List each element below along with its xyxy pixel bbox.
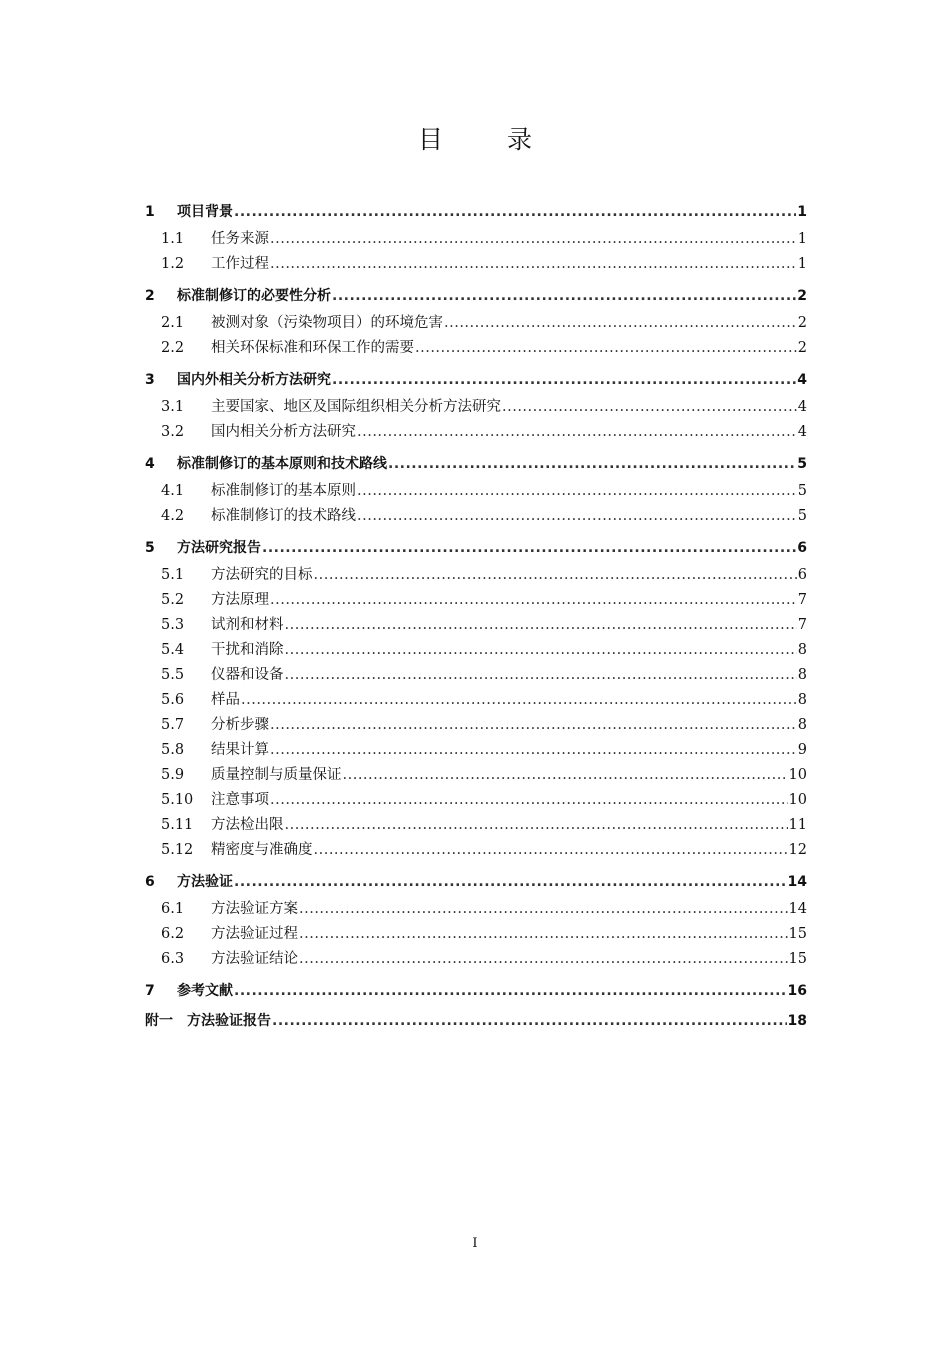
toc-number: 5.10	[161, 792, 194, 808]
toc-entry-5[interactable]	[145, 533, 807, 563]
toc-entry-5-2[interactable]	[145, 588, 807, 613]
toc-page-number: 10	[788, 767, 807, 783]
toc-number: 6.3	[161, 951, 185, 967]
toc-number: 5.12	[161, 842, 194, 858]
toc-number: 2.2	[161, 340, 185, 356]
dot-leader	[234, 976, 787, 1006]
dot-leader	[343, 763, 788, 788]
page-number: I	[472, 1236, 478, 1251]
toc-title: 工作过程	[211, 256, 269, 272]
toc-title: 参考文献	[177, 983, 233, 999]
toc-title: 方法研究报告	[177, 540, 261, 556]
toc-entry-4-2[interactable]	[145, 504, 807, 529]
toc-page-number: 5	[797, 483, 807, 499]
toc-page-number: 2	[797, 315, 807, 331]
toc-page-number: 1	[797, 231, 807, 247]
toc-entry-5-11[interactable]	[145, 813, 807, 838]
toc-number: 5.4	[161, 642, 185, 658]
toc-page-number: 15	[788, 951, 807, 967]
toc-title: 相关环保标准和环保工作的需要	[211, 340, 414, 356]
toc-page-number: 7	[797, 617, 807, 633]
toc-title: 分析步骤	[211, 717, 269, 733]
toc-title: 方法原理	[211, 592, 269, 608]
toc-entry-5-8[interactable]	[145, 738, 807, 763]
toc-page-number: 14	[788, 901, 807, 917]
toc-page-number: 4	[797, 372, 807, 388]
toc-page-number: 5	[797, 456, 807, 472]
dot-leader	[234, 867, 787, 897]
toc-entry-5-4[interactable]	[145, 638, 807, 663]
toc-title: 样品	[211, 692, 240, 708]
dot-leader	[357, 420, 797, 445]
dot-leader	[357, 504, 797, 529]
toc-entry-2[interactable]	[145, 281, 807, 311]
toc-page-number: 11	[788, 817, 807, 833]
toc-title: 方法检出限	[211, 817, 284, 833]
toc-entry-5-7[interactable]	[145, 713, 807, 738]
dot-leader	[270, 227, 797, 252]
toc-number: 4	[145, 456, 155, 472]
table-of-contents	[145, 197, 807, 1036]
toc-number: 5.6	[161, 692, 185, 708]
toc-entry-7[interactable]	[145, 976, 807, 1006]
dot-leader	[270, 588, 797, 613]
toc-title: 干扰和消除	[211, 642, 284, 658]
toc-entry-4-1[interactable]	[145, 479, 807, 504]
toc-entry-3-2[interactable]	[145, 420, 807, 445]
toc-number: 5.1	[161, 567, 185, 583]
dot-leader	[285, 813, 788, 838]
toc-page-number: 8	[797, 717, 807, 733]
toc-page-number: 7	[797, 592, 807, 608]
toc-number: 4.2	[161, 508, 185, 524]
toc-title: 主要国家、地区及国际组织相关分析方法研究	[211, 399, 501, 415]
toc-title: 注意事项	[211, 792, 269, 808]
toc-entry-5-5[interactable]	[145, 663, 807, 688]
toc-number: 5.8	[161, 742, 185, 758]
toc-number: 5	[145, 540, 155, 556]
toc-number: 1	[145, 204, 155, 220]
toc-page-number: 8	[797, 667, 807, 683]
toc-entry-1-1[interactable]	[145, 227, 807, 252]
toc-number: 3.2	[161, 424, 185, 440]
dot-leader	[332, 281, 796, 311]
toc-page-number: 15	[788, 926, 807, 942]
toc-number: 5.7	[161, 717, 185, 733]
toc-page-number: 2	[797, 288, 807, 304]
toc-number: 6	[145, 874, 155, 890]
toc-title: 仪器和设备	[211, 667, 284, 683]
dot-leader	[272, 1006, 787, 1036]
toc-number: 6.1	[161, 901, 185, 917]
toc-page-number: 6	[797, 567, 807, 583]
dot-leader	[234, 197, 796, 227]
toc-number: 3	[145, 372, 155, 388]
toc-title: 方法验证过程	[211, 926, 298, 942]
toc-number: 4.1	[161, 483, 185, 499]
dot-leader	[285, 638, 797, 663]
toc-page-number: 5	[797, 508, 807, 524]
dot-leader	[299, 897, 788, 922]
dot-leader	[388, 449, 796, 479]
dot-leader	[270, 252, 797, 277]
dot-leader	[285, 663, 797, 688]
toc-page-number: 6	[797, 540, 807, 556]
toc-entry-5-10[interactable]	[145, 788, 807, 813]
toc-entry-5-12[interactable]	[145, 838, 807, 863]
toc-number: 7	[145, 983, 155, 999]
toc-title: 方法研究的目标	[211, 567, 313, 583]
toc-number: 5.5	[161, 667, 185, 683]
toc-entry-5-9[interactable]	[145, 763, 807, 788]
toc-page-number: 10	[788, 792, 807, 808]
dot-leader	[299, 947, 788, 972]
toc-page-number: 12	[788, 842, 807, 858]
toc-number: 5.11	[161, 817, 194, 833]
dot-leader	[314, 563, 797, 588]
toc-page-number: 16	[787, 983, 807, 999]
toc-number: 5.2	[161, 592, 185, 608]
dot-leader	[444, 311, 797, 336]
toc-entry-4[interactable]	[145, 449, 807, 479]
toc-number: 5.3	[161, 617, 185, 633]
dot-leader	[332, 365, 796, 395]
toc-entry-3[interactable]	[145, 365, 807, 395]
toc-title: 被测对象（污染物项目）的环境危害	[211, 315, 443, 331]
toc-title: 精密度与准确度	[211, 842, 313, 858]
toc-number: 2.1	[161, 315, 185, 331]
toc-number: 2	[145, 288, 155, 304]
toc-title: 国内相关分析方法研究	[211, 424, 356, 440]
toc-title: 试剂和材料	[211, 617, 284, 633]
toc-title: 结果计算	[211, 742, 269, 758]
toc-number: 附一	[145, 1013, 173, 1029]
toc-page-number: 1	[797, 204, 807, 220]
toc-entry-5-3[interactable]	[145, 613, 807, 638]
toc-entry-1[interactable]	[145, 197, 807, 227]
toc-page-number: 8	[797, 642, 807, 658]
toc-page-number: 1	[797, 256, 807, 272]
toc-entry-6-1[interactable]	[145, 897, 807, 922]
dot-leader	[270, 738, 797, 763]
dot-leader	[502, 395, 797, 420]
toc-number: 3.1	[161, 399, 185, 415]
toc-title: 方法验证报告	[187, 1013, 271, 1029]
toc-title: 质量控制与质量保证	[211, 767, 342, 783]
toc-page-number: 2	[797, 340, 807, 356]
toc-number: 1.2	[161, 256, 185, 272]
toc-entry-2-2[interactable]	[145, 336, 807, 361]
page-title: 目 录	[418, 125, 560, 154]
toc-title: 标准制修订的技术路线	[211, 508, 356, 524]
dot-leader	[415, 336, 797, 361]
dot-leader	[314, 838, 788, 863]
toc-entry-appendix-1[interactable]	[145, 1006, 807, 1036]
dot-leader	[241, 688, 797, 713]
toc-page-number: 4	[797, 399, 807, 415]
toc-number: 5.9	[161, 767, 185, 783]
toc-entry-1-2[interactable]	[145, 252, 807, 277]
toc-entry-6[interactable]	[145, 867, 807, 897]
dot-leader	[270, 788, 788, 813]
toc-title: 项目背景	[177, 204, 233, 220]
toc-title: 标准制修订的基本原则	[211, 483, 356, 499]
dot-leader	[357, 479, 797, 504]
toc-entry-6-2[interactable]	[145, 922, 807, 947]
toc-page-number: 8	[797, 692, 807, 708]
toc-title: 任务来源	[211, 231, 269, 247]
toc-page-number: 4	[797, 424, 807, 440]
dot-leader	[299, 922, 788, 947]
toc-title: 国内外相关分析方法研究	[177, 372, 331, 388]
toc-entry-3-1[interactable]	[145, 395, 807, 420]
toc-page-number: 14	[787, 874, 807, 890]
toc-entry-2-1[interactable]	[145, 311, 807, 336]
toc-number: 1.1	[161, 231, 185, 247]
toc-number: 6.2	[161, 926, 185, 942]
toc-entry-6-3[interactable]	[145, 947, 807, 972]
toc-entry-5-6[interactable]	[145, 688, 807, 713]
toc-title: 方法验证结论	[211, 951, 298, 967]
toc-title: 标准制修订的基本原则和技术路线	[177, 456, 387, 472]
toc-title: 方法验证	[177, 874, 233, 890]
dot-leader	[285, 613, 797, 638]
dot-leader	[270, 713, 797, 738]
toc-title: 标准制修订的必要性分析	[177, 288, 331, 304]
toc-page-number: 18	[787, 1013, 807, 1029]
dot-leader	[262, 533, 796, 563]
toc-entry-5-1[interactable]	[145, 563, 807, 588]
toc-page-number: 9	[797, 742, 807, 758]
toc-title: 方法验证方案	[211, 901, 298, 917]
